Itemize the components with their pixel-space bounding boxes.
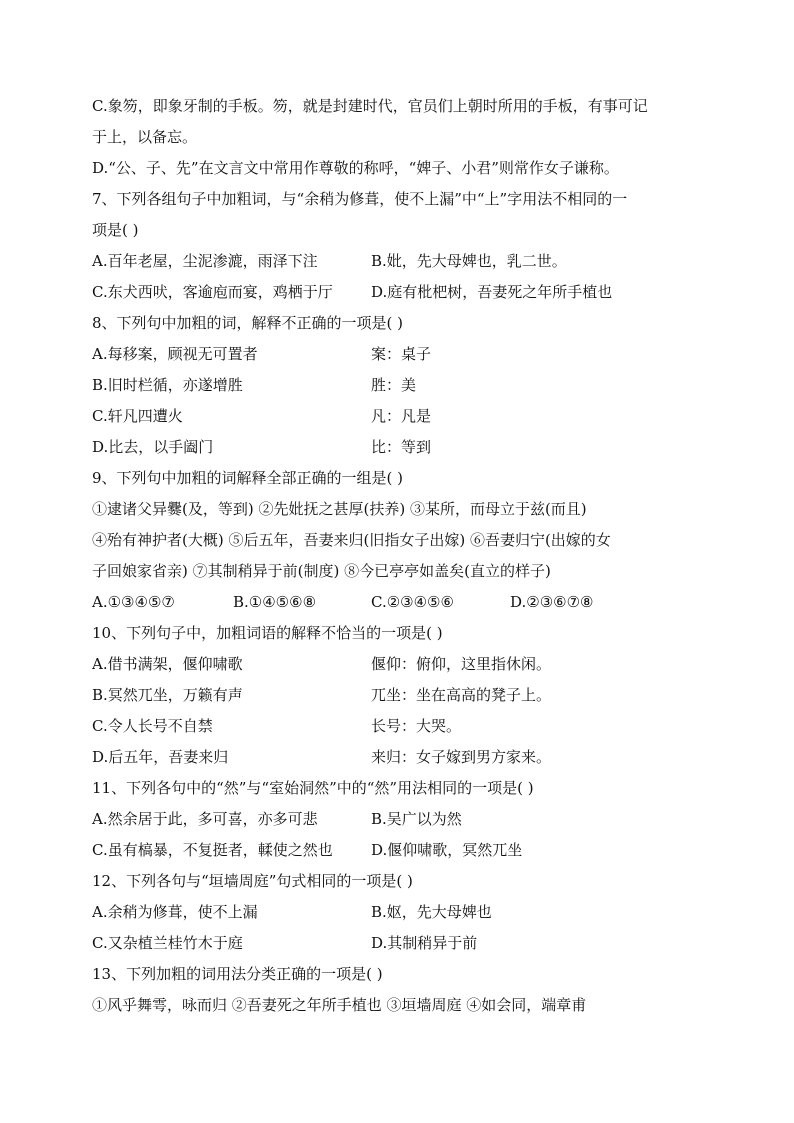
option-b: B.吴广以为然 [371, 810, 462, 828]
option-a: A.借书满架，偃仰啸歌 [92, 655, 243, 673]
option-row [92, 406, 712, 426]
option-d: D.比去，以手阖门 [92, 438, 214, 456]
option-b: B.冥然兀坐，万籁有声 [92, 686, 243, 704]
question-9-items: 子回娘家省亲) ⑦其制稍异于前(制度) ⑧今已亭亭如盖矣(直立的样子) [92, 562, 551, 580]
text-line: D.“公、子、先”在文言文中常用作尊敬的称呼，“婢子、小君”则常作女子谦称。 [92, 159, 619, 177]
option-row [92, 716, 712, 736]
question-13-items: ①风乎舞雩，咏而归 ②吾妻死之年所手植也 ③垣墙周庭 ④如会同，端章甫 [92, 996, 587, 1014]
choice-row [92, 592, 712, 612]
option-c-explanation: 凡：凡是 [371, 407, 432, 425]
option-d-explanation: 来归：女子嫁到男方家来。 [371, 748, 552, 766]
option-c: C.虽有槁暴，不复挺者，輮使之然也 [92, 841, 333, 859]
option-a: A.余稍为修葺，使不上漏 [92, 903, 258, 921]
option-row [92, 282, 712, 302]
option-a: A.每移案，顾视无可置者 [92, 345, 258, 363]
option-c: C.令人长号不自禁 [92, 717, 213, 735]
choice-b: B.①④⑤⑥⑧ [233, 593, 317, 611]
choice-a: A.①③④⑤⑦ [92, 593, 175, 611]
option-row [92, 809, 712, 829]
option-d: D.后五年，吾妻来归 [92, 748, 229, 766]
question-9-items: ④殆有神护者(大概) ⑤后五年，吾妻来归(旧指女子出嫁) ⑥吾妻归宁(出嫁的女 [92, 531, 611, 549]
option-row [92, 685, 712, 705]
option-a-explanation: 偃仰：俯仰，这里指休闲。 [371, 655, 552, 673]
option-row [92, 933, 712, 953]
option-c: C.轩凡四遭火 [92, 407, 183, 425]
option-c: C.又杂植兰桂竹木于庭 [92, 934, 243, 952]
option-d-explanation: 比：等到 [371, 438, 432, 456]
option-row [92, 437, 712, 457]
option-b-explanation: 兀坐：坐在高高的凳子上。 [371, 686, 552, 704]
option-b: B.妪，先大母婢也 [371, 903, 492, 921]
option-row [92, 251, 712, 271]
text-line: 于上，以备忘。 [92, 128, 198, 146]
question-7-cont: 项是( ) [92, 221, 139, 239]
option-a: A.然余居于此，多可喜，亦多可悲 [92, 810, 318, 828]
question-9: 9、下列句中加粗的词解释全部正确的一组是( ) [92, 469, 404, 487]
question-10: 10、下列句子中，加粗词语的解释不恰当的一项是( ) [92, 624, 443, 642]
question-13: 13、下列加粗的词用法分类正确的一项是( ) [92, 965, 383, 983]
option-b: B.旧时栏循，亦遂增胜 [92, 376, 243, 394]
question-8: 8、下列句中加粗的词，解释不正确的一项是( ) [92, 314, 404, 332]
option-d: D.偃仰啸歌，冥然兀坐 [371, 841, 523, 859]
option-row [92, 654, 712, 674]
option-c: C.东犬西吠，客逾庖而宴，鸡栖于厅 [92, 283, 333, 301]
option-d: D.庭有枇杷树，吾妻死之年所手植也 [371, 283, 613, 301]
question-9-items: ①逮诸父异爨(及，等到) ②先妣抚之甚厚(扶养) ③某所，而母立于兹(而且) [92, 500, 587, 518]
option-row [92, 840, 712, 860]
option-d: D.其制稍异于前 [371, 934, 478, 952]
question-7: 7、下列各组句子中加粗词，与“余稍为修葺，使不上漏”中“上”字用法不相同的一 [92, 190, 628, 208]
text-line: C.象笏，即象牙制的手板。笏，就是封建时代，官员们上朝时所用的手板，有事可记 [92, 97, 648, 115]
option-a: A.百年老屋，尘泥渗漉，雨泽下注 [92, 252, 318, 270]
option-c-explanation: 长号：大哭。 [371, 717, 462, 735]
question-12: 12、下列各句与“垣墙周庭”句式相同的一项是( ) [92, 872, 413, 890]
option-b: B.妣，先大母婢也，乳二世。 [371, 252, 567, 270]
option-b-explanation: 胜：美 [371, 376, 417, 394]
option-row [92, 747, 712, 767]
choice-c: C.②③④⑤⑥ [371, 593, 454, 611]
option-a-explanation: 案：桌子 [371, 345, 432, 363]
question-11: 11、下列各句中的“然”与“室始洞然”中的“然”用法相同的一项是( ) [92, 779, 534, 797]
option-row [92, 902, 712, 922]
choice-d: D.②③⑥⑦⑧ [510, 593, 594, 611]
option-row [92, 375, 712, 395]
option-row [92, 344, 712, 364]
